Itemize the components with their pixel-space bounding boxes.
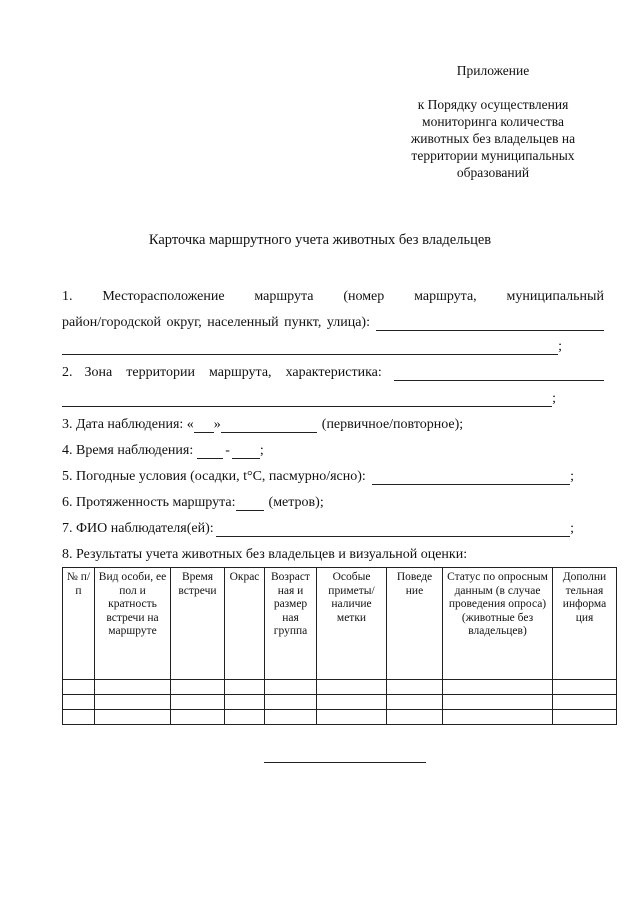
table-cell[interactable] xyxy=(171,710,225,725)
field-label: 8. Результаты учета животных без владельцев и визуальной оценки: xyxy=(62,547,468,562)
table-cell[interactable] xyxy=(387,680,443,695)
table-cell[interactable] xyxy=(553,695,617,710)
table-cell[interactable] xyxy=(95,680,171,695)
field-location-line-3 xyxy=(62,338,562,355)
field-label: - xyxy=(225,443,230,458)
table-cell[interactable] xyxy=(95,710,171,725)
field-label: 3. Дата наблюдения: « xyxy=(62,417,194,432)
column-header: Дополни тельная информа ция xyxy=(553,568,617,680)
date-day-fill[interactable] xyxy=(194,419,214,433)
field-word: маршрута, xyxy=(208,365,272,380)
table-cell[interactable] xyxy=(95,695,171,710)
appendix-line: мониторинга количества xyxy=(422,114,564,129)
field-label: (метров); xyxy=(268,495,324,510)
table-cell[interactable] xyxy=(317,680,387,695)
table-cell[interactable] xyxy=(225,695,265,710)
field-word: 2. xyxy=(62,365,73,380)
observer-fill-line[interactable] xyxy=(216,523,570,537)
field-end: ; xyxy=(558,339,562,354)
field-word: маршрута, xyxy=(414,289,477,304)
time-from-fill[interactable] xyxy=(197,445,223,459)
column-header: Поведе ние xyxy=(387,568,443,680)
field-observer xyxy=(62,520,574,537)
field-location-line-1 xyxy=(62,288,604,305)
appendix-line: территории муниципальных xyxy=(411,148,575,163)
location-fill-line[interactable] xyxy=(376,317,604,331)
table-cell[interactable] xyxy=(171,680,225,695)
table-cell[interactable] xyxy=(265,695,317,710)
field-label: » xyxy=(213,417,221,432)
field-results xyxy=(62,546,604,563)
table-header-row xyxy=(63,568,617,680)
column-header: Особые приметы/ наличие метки xyxy=(317,568,387,680)
table-cell[interactable] xyxy=(171,695,225,710)
field-weather xyxy=(62,468,574,485)
field-word: характеристика: xyxy=(285,365,382,380)
field-end: ; xyxy=(570,469,574,484)
field-end: ; xyxy=(259,443,264,458)
document-title: Карточка маршрутного учета животных без владельцев xyxy=(148,232,492,248)
field-time xyxy=(62,442,604,459)
table-cell[interactable] xyxy=(225,680,265,695)
results-table xyxy=(62,567,617,725)
table-row xyxy=(63,680,617,695)
field-word: муниципальный xyxy=(506,289,604,304)
column-header: Возраст ная и размер ная группа xyxy=(265,568,317,680)
appendix-line: животных без владельцев на xyxy=(410,131,576,146)
column-header: Время встречи xyxy=(171,568,225,680)
field-label: (первичное/повторное); xyxy=(321,417,464,432)
table-cell[interactable] xyxy=(265,710,317,725)
field-word: Месторасположение xyxy=(102,289,225,304)
zone-fill-line[interactable] xyxy=(394,367,604,381)
appendix-line: к Порядку осуществления xyxy=(417,97,569,112)
table-row xyxy=(63,695,617,710)
field-word: 1. xyxy=(62,289,73,304)
field-word: территории xyxy=(126,365,195,380)
time-to-fill[interactable] xyxy=(232,445,260,459)
table-row xyxy=(63,710,617,725)
field-date xyxy=(62,416,604,433)
date-month-fill[interactable] xyxy=(221,419,317,433)
table-cell[interactable] xyxy=(225,710,265,725)
table-cell[interactable] xyxy=(387,695,443,710)
table-cell[interactable] xyxy=(63,680,95,695)
field-end: ; xyxy=(570,521,574,536)
column-header: Статус по опросным данным (в случае проведения опроса) (животные без владельцев) xyxy=(443,568,553,680)
field-label: 5. Погодные условия (осадки, t°С, пасмурно/ясно): xyxy=(62,469,366,484)
field-label: 6. Протяженность маршрута: xyxy=(62,495,236,510)
field-zone-line-1 xyxy=(62,364,604,381)
appendix-heading: Приложение xyxy=(456,63,530,78)
table-cell[interactable] xyxy=(265,680,317,695)
table-cell[interactable] xyxy=(443,680,553,695)
table-cell[interactable] xyxy=(63,695,95,710)
table-cell[interactable] xyxy=(317,695,387,710)
table-cell[interactable] xyxy=(443,710,553,725)
weather-fill-line[interactable] xyxy=(372,471,570,485)
table-cell[interactable] xyxy=(387,710,443,725)
appendix-block xyxy=(388,62,598,181)
zone-fill-line-2[interactable] xyxy=(62,393,552,407)
table-cell[interactable] xyxy=(553,710,617,725)
field-label: район/городской округ, населенный пункт, улица): xyxy=(62,315,370,330)
table-cell[interactable] xyxy=(317,710,387,725)
location-fill-line-2[interactable] xyxy=(62,341,558,355)
field-word: маршрута xyxy=(254,289,314,304)
column-header: Окрас xyxy=(225,568,265,680)
table-cell[interactable] xyxy=(553,680,617,695)
field-length xyxy=(62,494,604,511)
field-label: 7. ФИО наблюдателя(ей): xyxy=(62,521,214,536)
closing-divider xyxy=(264,762,426,763)
table-cell[interactable] xyxy=(63,710,95,725)
table-cell[interactable] xyxy=(443,695,553,710)
column-header: Вид особи, ее пол и кратность встречи на маршруте xyxy=(95,568,171,680)
appendix-line: образований xyxy=(456,165,530,180)
column-header: № п/п xyxy=(63,568,95,680)
field-zone-line-2 xyxy=(62,390,556,407)
field-location-line-2 xyxy=(62,314,604,331)
field-word: Зона xyxy=(84,365,113,380)
field-end: ; xyxy=(552,391,556,406)
field-label: 4. Время наблюдения: xyxy=(62,443,194,458)
field-word: (номер xyxy=(343,289,385,304)
length-fill[interactable] xyxy=(236,497,264,511)
